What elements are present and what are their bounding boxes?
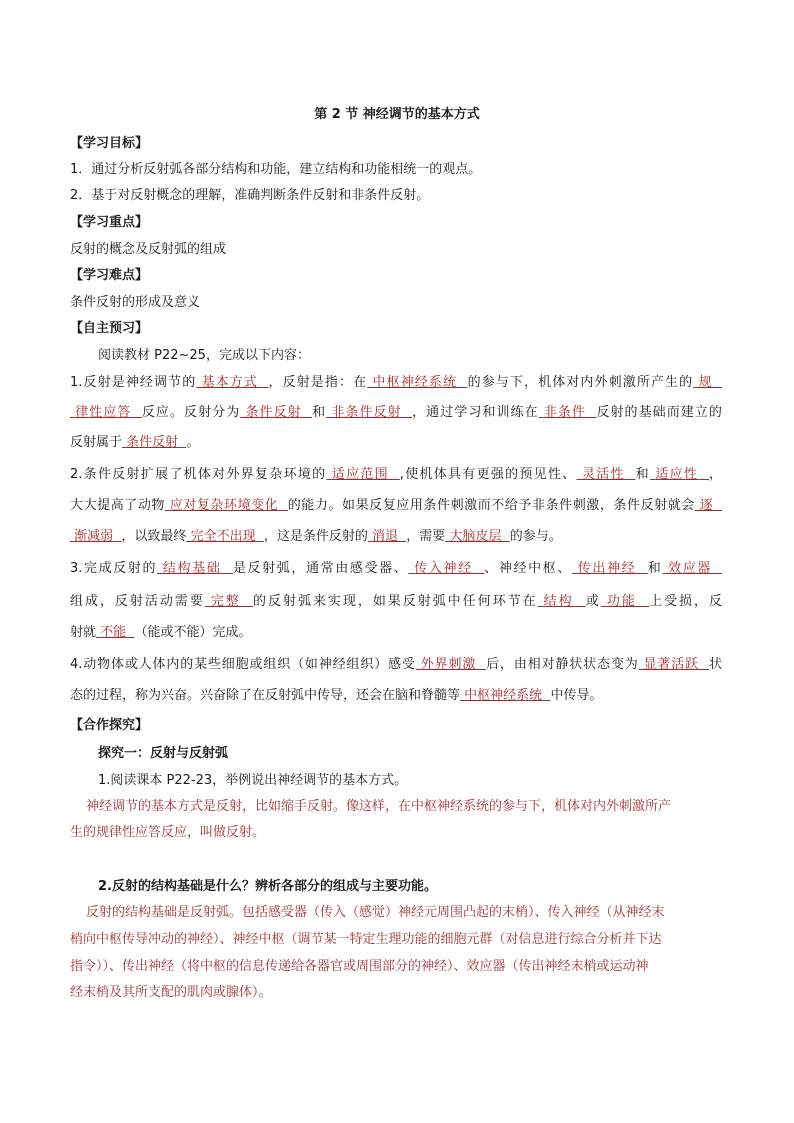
blank-answer: 适应范围 — [331, 467, 389, 482]
explore-answer-1-line: 生的规律性应答反应，叫做反射。 — [70, 825, 266, 840]
explore-answer-1-line: 神经调节的基本方式是反射，比如缩手反射。像这样，在中枢神经系统的参与下，机体对内外刺激所产 — [86, 799, 672, 814]
preview-q1-line1: 1.反射是神经调节的 基本方式 ，反射是指：在 中枢神经系统 的参与下，机体对内外刺激所产生的 规 — [70, 374, 722, 392]
key-points-text: 反射的概念及反射弧的组成 — [70, 242, 227, 257]
preview-q4-line2: 态的过程，称为兴奋。兴奋除了在反射弧中传导，还会在脑和脊髓等 中枢神经系统 中传导。 — [70, 688, 603, 703]
objective-item: 1．通过分析反射弧各部分结构和功能，建立结构和功能相统一的观点。 — [70, 162, 482, 177]
explore-question-1: 1.阅读课本 P22-23，举例说出神经调节的基本方式。 — [98, 773, 408, 788]
blank-answer: 显著活跃 — [643, 657, 699, 672]
explore-answer-2-line: 经末梢及其所支配的肌肉或腺体）。 — [70, 985, 272, 1000]
blank-answer: 中枢神经系统 — [464, 688, 543, 703]
preview-q1-line2: 律性应答 反应。反射分为 条件反射 和 非条件反射 ，通过学习和训练在 非条件 反射的基础而建立的 — [70, 404, 722, 422]
preview-intro: 阅读教材 P22~25，完成以下内容： — [98, 348, 310, 363]
blank-answer: 完整 — [210, 594, 241, 609]
blank-answer: 大脑皮层 — [449, 529, 502, 544]
preview-q1-line3: 反射属于 条件反射 。 — [70, 435, 200, 450]
explore-question-2: 2.反射的结构基础是什么？辨析各部分的组成与主要功能。 — [98, 879, 437, 894]
blank-answer: 传出神经 — [577, 561, 637, 576]
blank-answer: 外界刺激 — [420, 657, 477, 672]
blank-answer: 结构 — [543, 594, 574, 609]
objective-item: 2．基于对反射概念的理解，准确判断条件反射和非条件反射。 — [70, 188, 430, 203]
explore-answer-2-line: 梢向中枢传导冲动的神经）、神经中枢（调节某一特定生理功能的细胞元群（对信息进行综合分析并下达 — [70, 932, 662, 947]
blank-answer: 非条件反射 — [331, 405, 402, 420]
objectives-heading: 【学习目标】 — [70, 136, 149, 151]
blank-answer: 条件反射 — [245, 405, 302, 420]
blank-answer: 基本方式 — [201, 375, 259, 390]
page-title: 第 2 节 神经调节的基本方式 — [314, 107, 480, 122]
preview-q3-line2: 组成，反射活动需要 完整 的反射弧来实现，如果反射弧中任何环节在 结构 或 功能 上受损，反 — [70, 594, 722, 609]
blank-answer: 功能 — [606, 594, 637, 609]
preview-q4-line1: 4.动物体或人体内的某些细胞或组织（如神经组织）感受 外界刺激 后，由相对静状状态变为 显著活跃 状 — [70, 657, 722, 672]
blank-answer: 传入神经 — [414, 561, 473, 576]
explore-answer-2-line: 反射的结构基础是反射弧。包括感受器（传入（感觉）神经元周围凸起的末梢）、传入神经（从神经末 — [86, 905, 665, 920]
blank-answer: 灵活性 — [581, 467, 625, 482]
blank-answer: 渐减弱 — [74, 529, 114, 544]
preview-q3-line3: 射就 不能 （能或不能）完成。 — [70, 625, 252, 640]
preview-heading: 【自主预习】 — [70, 321, 149, 336]
preview-q2-line1: 2.条件反射扩展了机体对外界复杂环境的 适应范围 ,使机体具有更强的预见性、 灵活性 和 适应性 ， — [70, 467, 723, 482]
blank-answer: 适应性 — [655, 467, 699, 482]
blank-answer: 消退 — [372, 529, 399, 544]
blank-answer: 条件反射 — [126, 435, 179, 450]
difficulties-heading: 【学习难点】 — [70, 268, 149, 283]
preview-q2-line2: 大大提高了动物 应对复杂环境变化 的能力。如果反复应用条件刺激而不给予非条件刺激，条件反射就会 逐 — [70, 497, 722, 515]
explore-answer-2-line: 指令））、传出神经（将中枢的信息传递给各器官或周围部分的神经）、效应器（传出神经末梢或运动神 — [70, 959, 649, 974]
preview-q2-line3: 渐减弱 ，以致最终 完全不出现 ，这是条件反射的 消退 ，需要 大脑皮层 的参与。 — [70, 528, 562, 546]
blank-answer: 律性应答 — [75, 405, 132, 420]
blank-answer: 结构基础 — [162, 561, 222, 576]
blank-answer: 完全不出现 — [190, 529, 256, 544]
blank-answer: 应对复杂环境变化 — [169, 498, 279, 513]
blank-answer: 效应器 — [668, 561, 713, 576]
blank-answer: 非条件 — [543, 405, 587, 420]
preview-q3-line1: 3.完成反射的 结构基础 是反射弧，通常由感受器、 传入神经 、神经中枢、 传出神经 和 效应器 — [70, 560, 722, 578]
key-points-heading: 【学习重点】 — [70, 215, 149, 230]
blank-answer: 逐 — [699, 498, 714, 513]
difficulties-text: 条件反射的形成及意义 — [70, 295, 201, 310]
blank-answer: 中枢神经系统 — [372, 375, 458, 390]
explore-subheading: 探究一：反射与反射弧 — [98, 746, 229, 761]
blank-answer: 规 — [698, 375, 713, 390]
blank-answer: 不能 — [100, 625, 127, 640]
explore-heading: 【合作探究】 — [70, 718, 149, 733]
